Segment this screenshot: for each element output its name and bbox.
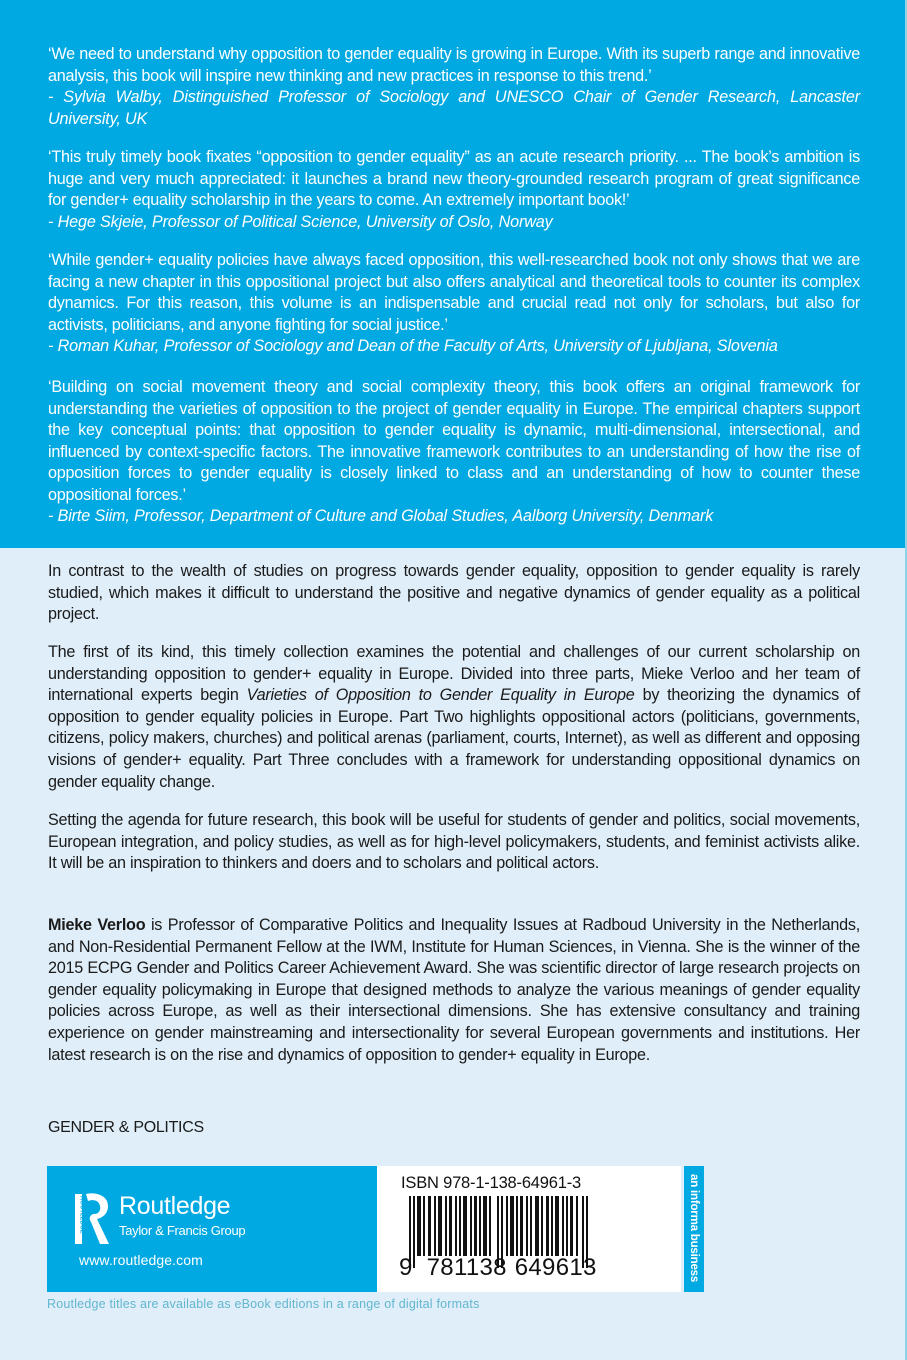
endorsement-quote: ‘Building on social movement theory and social complexity theory, this book offers an original framework for understanding the varieties of opposition to the project of gender equality in Europe. The empirical chapters support the key conceptual points: that opposition to gender equality is dynamic, multi-dimensional, intersectional, and influenced by context-specific factors. The innovative framework contributes to an understanding of how the rise of opposition forces to gender equality is closely linked to class and an understanding of how to counter these oppositional forces.’ [48, 378, 860, 504]
endorsement-attribution: - Birte Siim, Professor, Department of Culture and Global Studies, Aalborg University, Denmark [48, 507, 714, 525]
paragraph-text-part: by theorizing the dynamics of opposition to gender equality policies in Europe. Part Two highlights oppositional actors (politicians, governments, citizens, policy makers, churches) and political arenas (parliament, courts, Internet), as well as different and opposing visions of gender+ equality. Part Three concludes with a framework for understanding oppositional dynamics on gender equality change. [48, 686, 860, 791]
routledge-r-logo-icon [75, 1192, 111, 1246]
endorsement-quote: ‘This truly timely book fixates “opposition to gender equality” as an acute research priority. ... The book’s ambition is huge and very much appreciated: it launches a brand new theory-grounded research program of great significance for gender+ equality scholarship in the years to come. An extremely important book!’ [48, 148, 860, 209]
endorsement-attribution: - Roman Kuhar, Professor of Sociology and Dean of the Faculty of Arts, University of Ljubljana, Slovenia [48, 337, 778, 355]
svg-text:ROUTLEDGE: ROUTLEDGE [78, 1196, 85, 1234]
endorsement-attribution: - Sylvia Walby, Distinguished Professor of Sociology and UNESCO Chair of Gender Research, Lancaster University, UK [48, 88, 860, 128]
endorsement-quote: ‘We need to understand why opposition to gender equality is growing in Europe. With its superb range and innovative analysis, this book will inspire new thinking and new practices in response to this trend.’ [48, 45, 860, 85]
description-paragraph-3 [48, 810, 860, 875]
endorsement-2 [48, 147, 860, 233]
barcode-digits [399, 1255, 597, 1281]
endorsement-quote: ‘While gender+ equality policies have always faced opposition, this well-researched book not only shows that we are facing a new chapter in this oppositional project but also offers analytical and theoretical tools to counter its complex dynamics. For this reason, this volume is an indispensable and crucial read not only for scholars, but also for activists, politicians, and anyone fighting for social justice.’ [48, 251, 860, 334]
paragraph-text: In contrast to the wealth of studies on progress towards gender equality, opposition to gender equality is rarely studied, which makes it difficult to understand the positive and negative dynamics of gender equality as a political project. [48, 562, 860, 624]
paragraph-text [48, 642, 860, 793]
publisher-panel [47, 1166, 377, 1292]
series-label: GENDER & POLITICS [48, 1119, 204, 1136]
endorsement-1 [48, 44, 860, 130]
endorsement-attribution: - Hege Skjeie, Professor of Political Science, University of Oslo, Norway [48, 212, 553, 231]
author-bio [48, 915, 860, 1066]
barcode-lead-digit: 9 [399, 1254, 413, 1281]
barcode-panel [377, 1166, 681, 1292]
description-paragraph-1 [48, 561, 860, 626]
barcode-left-digits: 781138 [426, 1254, 507, 1281]
book-title: Varieties of Opposition to Gender Equality in Europe [246, 686, 635, 705]
description-paragraph-2 [48, 642, 860, 793]
endorsement-4 [48, 377, 860, 528]
publisher-url[interactable]: www.routledge.com [79, 1252, 203, 1268]
paragraph-text-part: The first of its kind, this timely collection examines the potential and challenges of our current scholarship on understanding opposition to gender+ equality in Europe. Divided into three parts, Mieke Verloo and her team of international experts begin [48, 643, 860, 705]
publisher-name: Routledge [119, 1192, 231, 1220]
author-bio-body: is Professor of Comparative Politics and Inequality Issues at Radboud University in the Netherlands, and Non-Residential Permanent Fellow at the IWM, Institute for Human Sciences, in Vienna. She is the winner of the 2015 ECPG Gender and Politics Career Achievement Award. She was scientific director of large research projects on gender equality policymaking in Europe that designed methods to analyze the various meanings of gender equality policies across Europe, as well as their intersectional dimensions. She has extensive consultancy and training experience on gender mainstreaming and intersectionality for several European governments and institutions. Her latest research is on the rise and dynamics of opposition to gender+ equality in Europe. [48, 916, 860, 1064]
barcode-right-digits: 649613 [514, 1254, 597, 1281]
isbn-label: ISBN 978-1-138-64961-3 [401, 1174, 581, 1192]
informa-strip [684, 1166, 704, 1292]
publisher-group: Taylor & Francis Group [119, 1223, 246, 1238]
endorsements-panel [0, 0, 907, 548]
paragraph-text: Setting the agenda for future research, this book will be useful for students of gender and politics, social movements, European integration, and policy studies, as well as for high-level policymakers, students, and feminist activists alike. It will be an inspiration to thinkers and doers and to scholars and political actors. [48, 811, 860, 873]
ebook-availability-note: Routledge titles are available as eBook editions in a range of digital formats [47, 1297, 480, 1311]
author-bio-text [48, 915, 860, 1066]
author-name: Mieke Verloo [48, 916, 146, 934]
endorsement-3 [48, 250, 860, 358]
informa-label: an informa business [688, 1174, 700, 1283]
